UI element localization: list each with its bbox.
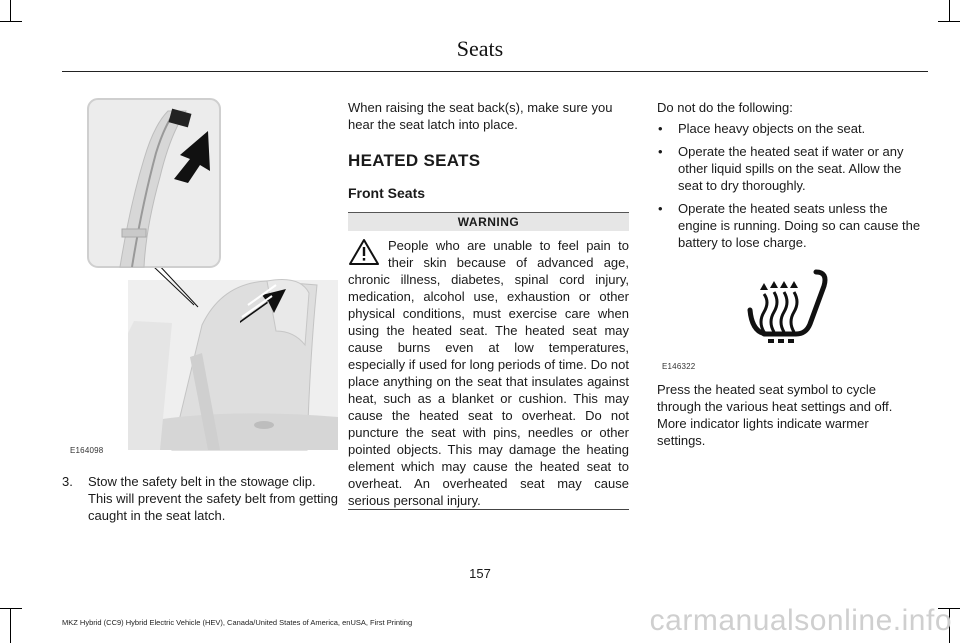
list-item: • Operate the heated seats unless the engine is running. Doing so can cause the battery to lose charge. — [658, 201, 921, 250]
section-heading: HEATED SEATS — [348, 151, 481, 170]
crop-mark — [10, 0, 11, 22]
do-not-list — [657, 120, 927, 257]
do-not-intro: Do not do the following: — [657, 100, 793, 115]
header-rule — [62, 71, 928, 72]
heated-seat-icon — [744, 266, 834, 346]
footer-text: MKZ Hybrid (CC9) Hybrid Electric Vehicle (HEV), Canada/United States of America, enUSA, First Printing — [62, 618, 413, 627]
crop-mark — [0, 21, 22, 22]
list-item: • Place heavy objects on the seat. — [658, 121, 866, 136]
step-text: Stow the safety belt in the stowage clip. This will prevent the safety belt from getting caught in the seat latch. — [88, 474, 339, 523]
page-number: 157 — [469, 566, 491, 581]
warning-label: WARNING — [348, 213, 629, 231]
watermark: carmanualsonline.info — [649, 604, 952, 637]
heated-seat-description: Press the heated seat symbol to cycle through the various heat settings and off. More indicator lights indicate warmer settings. — [657, 382, 893, 448]
warning-text-block — [348, 237, 629, 509]
list-item: • Operate the heated seat if water or any other liquid spills on the seat. Allow the seat to dry thoroughly. — [658, 144, 904, 193]
intro-paragraph: When raising the seat back(s), make sure you hear the seat latch into place. — [348, 100, 613, 132]
crop-mark — [949, 0, 950, 22]
warning-text: People who are unable to feel pain to their skin because of advanced age, chronic illness, diabetes, spinal cord injury, medication, alcohol use, exhaustion or other physical conditions, must exercise care when using the heated seat. The heated seat may cause burns even at low temperatures, especially if used for long periods of time. Do not place anything on the seat that insulates against heat, such as a blanket or cushion. This may cause the heated seat to overheat. Do not puncture the seat with pins, needles or other pointed objects. This may damage the heating element which may cause the heated seat to overheat. An overheated seat may cause serious personal injury. — [348, 238, 629, 508]
subsection-heading: Front Seats — [348, 185, 426, 201]
stowage-clip-illustration — [62, 95, 338, 460]
warning-box — [348, 212, 629, 509]
instruction-step — [62, 473, 338, 524]
step-number: 3. — [62, 474, 73, 489]
warning-triangle-icon — [348, 237, 380, 267]
page-title: Seats — [456, 36, 504, 61]
crop-mark — [0, 608, 22, 609]
figure-code: E164098 — [70, 446, 104, 455]
crop-mark — [10, 608, 11, 643]
figure-code: E146322 — [662, 362, 696, 371]
warning-bottom-rule — [348, 509, 629, 510]
crop-mark — [938, 21, 960, 22]
